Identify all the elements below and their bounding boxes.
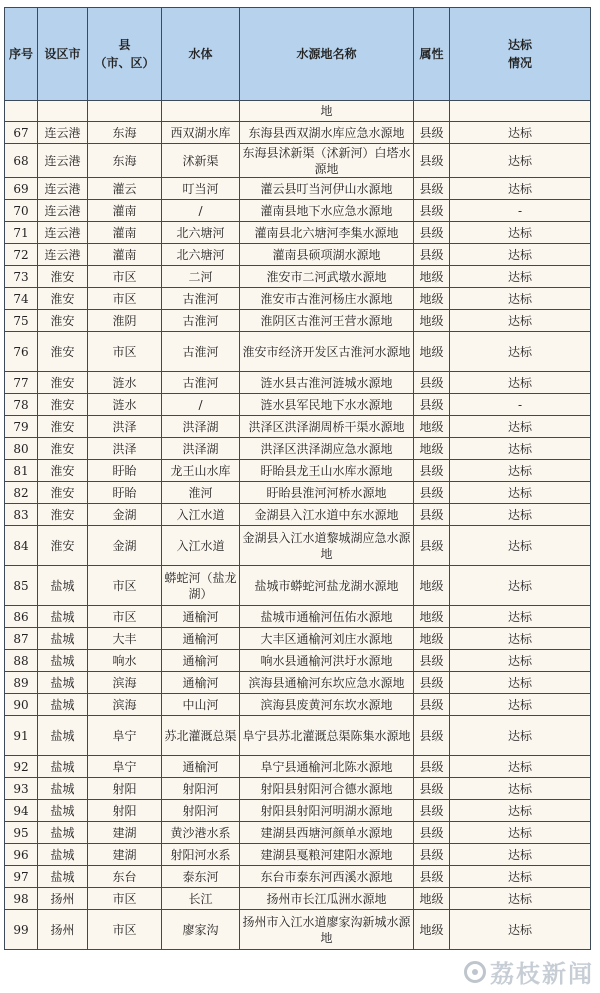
cell-no: 67 [5,122,38,144]
cell-standard: 达标 [450,222,591,244]
table-row [5,144,591,178]
cell-county: 洪泽 [88,438,162,460]
cell-no: 81 [5,460,38,482]
cell-source-name: 射阳县射阳河明湖水源地 [240,800,414,822]
cell-no: 95 [5,822,38,844]
cell-source-name: 响水县通榆河洪圩水源地 [240,650,414,672]
cell-standard: 达标 [450,266,591,288]
table-row [5,526,591,566]
cell-county: 盱眙 [88,482,162,504]
cell-standard: 达标 [450,482,591,504]
cell-source-name: 灌云县叮当河伊山水源地 [240,178,414,200]
cell-county: 市区 [88,332,162,372]
cell-attribute: 地级 [414,310,450,332]
cell-county: 市区 [88,288,162,310]
cell-county: 金湖 [88,526,162,566]
cell-water-body: 黄沙港水系 [162,822,240,844]
cell-standard: 达标 [450,628,591,650]
cell-city: 盐城 [38,672,88,694]
cell-county: 阜宁 [88,756,162,778]
cell-attribute: 县级 [414,482,450,504]
cell-source-name: 淮安市二河武墩水源地 [240,266,414,288]
table-row [5,756,591,778]
cell-water-body: 北六塘河 [162,222,240,244]
cell-source-name: 东海县沭新渠（沭新河）白塔水源地 [240,144,414,178]
cell-source-name: 大丰区通榆河刘庄水源地 [240,628,414,650]
cell-attribute: 县级 [414,778,450,800]
cell-no: 73 [5,266,38,288]
cell-attribute: 县级 [414,504,450,526]
table-row [5,332,591,372]
cell-water-body: 通榆河 [162,672,240,694]
cell-city: 盐城 [38,606,88,628]
cell-standard: 达标 [450,822,591,844]
table-row [5,844,591,866]
cell-city: 扬州 [38,910,88,950]
cell-source-name: 灌南县北六塘河李集水源地 [240,222,414,244]
table-row [5,694,591,716]
cell-attribute: 县级 [414,460,450,482]
table-row [5,716,591,756]
cell-attribute: 地级 [414,416,450,438]
cell-attribute: 县级 [414,372,450,394]
cell-county: 洪泽 [88,416,162,438]
cell-county: 涟水 [88,372,162,394]
cell-water-body: 通榆河 [162,756,240,778]
cell-county: 东海 [88,122,162,144]
cell-water-body: 蟒蛇河（盐龙湖） [162,566,240,606]
cell-standard: - [450,200,591,222]
cell-county: 建湖 [88,844,162,866]
cell-attribute: 县级 [414,122,450,144]
cell-no: 72 [5,244,38,266]
cell-source-name: 盱眙县淮河河桥水源地 [240,482,414,504]
table-row [5,672,591,694]
cell-standard: 达标 [450,778,591,800]
cell-source-name: 洪泽区洪泽湖应急水源地 [240,438,414,460]
cell-city: 盐城 [38,694,88,716]
cell-county: 灌云 [88,178,162,200]
cell-standard: 达标 [450,460,591,482]
cell-attribute: 县级 [414,716,450,756]
cell-standard: 达标 [450,526,591,566]
table-row [5,800,591,822]
cell-standard: 达标 [450,372,591,394]
cell-standard: 达标 [450,178,591,200]
cell-city: 连云港 [38,244,88,266]
cell-attribute: 县级 [414,672,450,694]
cell-standard: 达标 [450,716,591,756]
cell-standard: 达标 [450,672,591,694]
cell-standard: - [450,394,591,416]
cell-source-name: 扬州市入江水道廖家沟新城水源地 [240,910,414,950]
cell-standard: 达标 [450,866,591,888]
cell-no: 88 [5,650,38,672]
cell-attribute: 县级 [414,394,450,416]
cell-city: 淮安 [38,332,88,372]
cell-water-body: 长江 [162,888,240,910]
cell-source-name: 金湖县入江水道中东水源地 [240,504,414,526]
cell-source-name: 淮安市经济开发区古淮河水源地 [240,332,414,372]
cell-standard: 达标 [450,910,591,950]
cell-no: 70 [5,200,38,222]
cell-county: 阜宁 [88,716,162,756]
cell-county: 市区 [88,566,162,606]
cell-city: 淮安 [38,288,88,310]
cell-no: 77 [5,372,38,394]
cell-source-name: 洪泽区洪泽湖周桥干渠水源地 [240,416,414,438]
cell-city: 扬州 [38,888,88,910]
cell-standard: 达标 [450,310,591,332]
cell-water-body: 二河 [162,266,240,288]
table-row [5,122,591,144]
cell-city: 盐城 [38,844,88,866]
cell-attribute: 地级 [414,910,450,950]
cell-no: 84 [5,526,38,566]
cell-attribute: 地级 [414,266,450,288]
cell-water-body: 龙王山水库 [162,460,240,482]
header-row [5,8,591,101]
cell-water-body: 古淮河 [162,310,240,332]
cell-standard: 达标 [450,650,591,672]
table-row [5,372,591,394]
cell-standard: 达标 [450,438,591,460]
cell-attribute: 县级 [414,866,450,888]
cell-standard: 达标 [450,144,591,178]
table-row [5,438,591,460]
cell-no: 89 [5,672,38,694]
cell-water-body: 洪泽湖 [162,416,240,438]
cell-standard: 达标 [450,800,591,822]
cell-city: 盐城 [38,716,88,756]
cell-county: 射阳 [88,800,162,822]
header-water-body: 水体 [162,8,240,101]
table-row [5,394,591,416]
cell-city: 淮安 [38,416,88,438]
cell-water-body: 通榆河 [162,650,240,672]
cell-source-name: 淮安市古淮河杨庄水源地 [240,288,414,310]
cell-county: 建湖 [88,822,162,844]
cell-county: 淮阴 [88,310,162,332]
cell-no: 71 [5,222,38,244]
cell-standard: 达标 [450,756,591,778]
cell-county: 东台 [88,866,162,888]
cell-no: 82 [5,482,38,504]
cell-city: 连云港 [38,222,88,244]
cell-source-name: 涟水县古淮河涟城水源地 [240,372,414,394]
header-city: 设区市 [38,8,88,101]
cell-standard: 达标 [450,504,591,526]
cell-county: 市区 [88,910,162,950]
cell-city: 连云港 [38,122,88,144]
cell-standard: 达标 [450,606,591,628]
cell-attribute: 地级 [414,288,450,310]
cell-city: 盐城 [38,822,88,844]
cell-county: 灌南 [88,222,162,244]
cell-no: 97 [5,866,38,888]
header-source-name: 水源地名称 [240,8,414,101]
cell-water-body: 中山河 [162,694,240,716]
cell-no: 80 [5,438,38,460]
cell-city: 淮安 [38,482,88,504]
cell-city: 盐城 [38,800,88,822]
cell-water-body: 古淮河 [162,288,240,310]
cell-no: 90 [5,694,38,716]
cell-county: 涟水 [88,394,162,416]
cell-attribute: 地级 [414,332,450,372]
cell-no: 99 [5,910,38,950]
table-row [5,888,591,910]
cell-water-body: 通榆河 [162,606,240,628]
cell-attribute: 县级 [414,200,450,222]
cell-attribute: 地级 [414,606,450,628]
cell-water-body: 泰东河 [162,866,240,888]
cell-no: 85 [5,566,38,606]
cell-no: 69 [5,178,38,200]
continuation-source-name: 地 [240,101,414,122]
cell-city: 盐城 [38,650,88,672]
cell-county: 射阳 [88,778,162,800]
cell-city: 连云港 [38,200,88,222]
lychee-logo-icon [464,961,486,983]
cell-source-name: 滨海县通榆河东坎应急水源地 [240,672,414,694]
cell-source-name: 灌南县地下水应急水源地 [240,200,414,222]
cell-no: 98 [5,888,38,910]
cell-attribute: 县级 [414,844,450,866]
cell-water-body: 射阳河水系 [162,844,240,866]
cell-source-name: 盱眙县龙王山水库水源地 [240,460,414,482]
table-row [5,606,591,628]
cell-water-body: 射阳河 [162,778,240,800]
cell-standard: 达标 [450,694,591,716]
cell-source-name: 阜宁县苏北灌溉总渠陈集水源地 [240,716,414,756]
cell-water-body: 古淮河 [162,372,240,394]
cell-no: 74 [5,288,38,310]
cell-county: 灌南 [88,244,162,266]
cell-no: 75 [5,310,38,332]
cell-city: 盐城 [38,566,88,606]
cell-water-body: 北六塘河 [162,244,240,266]
cell-water-body: 古淮河 [162,332,240,372]
water-source-table [4,7,591,950]
cell-attribute: 县级 [414,650,450,672]
cell-source-name: 阜宁县通榆河北陈水源地 [240,756,414,778]
cell-standard: 达标 [450,244,591,266]
cell-county: 东海 [88,144,162,178]
watermark [464,954,594,989]
cell-city: 盐城 [38,778,88,800]
table-row [5,910,591,950]
watermark-text: 荔枝新闻 [490,960,594,988]
cell-attribute: 县级 [414,144,450,178]
cell-standard: 达标 [450,332,591,372]
cell-city: 连云港 [38,144,88,178]
cell-standard: 达标 [450,888,591,910]
cell-attribute: 县级 [414,694,450,716]
cell-water-body: 通榆河 [162,628,240,650]
cell-attribute: 地级 [414,888,450,910]
cell-attribute: 县级 [414,178,450,200]
cell-no: 92 [5,756,38,778]
cell-no: 76 [5,332,38,372]
cell-city: 盐城 [38,866,88,888]
table-row [5,288,591,310]
cell-water-body: 洪泽湖 [162,438,240,460]
cell-water-body: 入江水道 [162,504,240,526]
cell-source-name: 射阳县射阳河合德水源地 [240,778,414,800]
cell-source-name: 盐城市蟒蛇河盐龙湖水源地 [240,566,414,606]
cell-county: 滨海 [88,672,162,694]
cell-water-body: 沭新渠 [162,144,240,178]
cell-city: 淮安 [38,266,88,288]
cell-source-name: 东台市泰东河西溪水源地 [240,866,414,888]
cell-no: 79 [5,416,38,438]
cell-attribute: 地级 [414,566,450,606]
cell-water-body: 廖家沟 [162,910,240,950]
table-row [5,266,591,288]
cell-source-name: 灌南县硕项湖水源地 [240,244,414,266]
table-row [5,178,591,200]
cell-attribute: 县级 [414,244,450,266]
table-row [5,566,591,606]
cell-city: 淮安 [38,310,88,332]
cell-no: 86 [5,606,38,628]
cell-standard: 达标 [450,288,591,310]
cell-standard: 达标 [450,844,591,866]
cell-city: 淮安 [38,372,88,394]
cell-attribute: 县级 [414,822,450,844]
cell-source-name: 金湖县入江水道黎城湖应急水源地 [240,526,414,566]
cell-no: 87 [5,628,38,650]
cell-source-name: 东海县西双湖水库应急水源地 [240,122,414,144]
cell-source-name: 建湖县西塘河颜单水源地 [240,822,414,844]
cell-water-body: 苏北灌溉总渠 [162,716,240,756]
cell-county: 金湖 [88,504,162,526]
table-row [5,504,591,526]
cell-attribute: 地级 [414,628,450,650]
cell-city: 淮安 [38,526,88,566]
cell-source-name: 涟水县军民地下水水源地 [240,394,414,416]
cell-water-body: / [162,394,240,416]
continuation-row [5,101,591,122]
cell-no: 94 [5,800,38,822]
cell-county: 大丰 [88,628,162,650]
cell-county: 市区 [88,888,162,910]
cell-source-name: 滨海县废黄河东坎水源地 [240,694,414,716]
cell-water-body: 射阳河 [162,800,240,822]
cell-water-body: 西双湖水库 [162,122,240,144]
cell-attribute: 县级 [414,756,450,778]
cell-water-body: 淮河 [162,482,240,504]
cell-city: 连云港 [38,178,88,200]
cell-county: 市区 [88,606,162,628]
table-row [5,244,591,266]
cell-no: 83 [5,504,38,526]
cell-no: 91 [5,716,38,756]
header-no: 序号 [5,8,38,101]
cell-city: 盐城 [38,756,88,778]
cell-county: 响水 [88,650,162,672]
header-standard: 达标 情况 [450,8,591,101]
table-row [5,650,591,672]
cell-standard: 达标 [450,566,591,606]
cell-no: 93 [5,778,38,800]
cell-city: 淮安 [38,460,88,482]
cell-county: 市区 [88,266,162,288]
table-row [5,822,591,844]
table-row [5,460,591,482]
cell-source-name: 盐城市通榆河伍佑水源地 [240,606,414,628]
cell-standard: 达标 [450,122,591,144]
cell-source-name: 扬州市长江瓜洲水源地 [240,888,414,910]
table-row [5,628,591,650]
cell-water-body: 叮当河 [162,178,240,200]
cell-standard: 达标 [450,416,591,438]
cell-attribute: 县级 [414,800,450,822]
table-row [5,222,591,244]
cell-county: 滨海 [88,694,162,716]
cell-water-body: 入江水道 [162,526,240,566]
cell-no: 96 [5,844,38,866]
cell-no: 68 [5,144,38,178]
cell-county: 盱眙 [88,460,162,482]
cell-source-name: 建湖县戛粮河建阳水源地 [240,844,414,866]
cell-attribute: 地级 [414,438,450,460]
table-row [5,866,591,888]
table-row [5,200,591,222]
table-row [5,310,591,332]
header-attribute: 属性 [414,8,450,101]
cell-city: 淮安 [38,504,88,526]
table-row [5,778,591,800]
cell-city: 盐城 [38,628,88,650]
header-county: 县 （市、区） [88,8,162,101]
cell-attribute: 县级 [414,526,450,566]
table-row [5,482,591,504]
cell-water-body: / [162,200,240,222]
table-row [5,416,591,438]
cell-source-name: 淮阴区古淮河王营水源地 [240,310,414,332]
cell-city: 淮安 [38,394,88,416]
cell-attribute: 县级 [414,222,450,244]
cell-county: 灌南 [88,200,162,222]
cell-city: 淮安 [38,438,88,460]
cell-no: 78 [5,394,38,416]
